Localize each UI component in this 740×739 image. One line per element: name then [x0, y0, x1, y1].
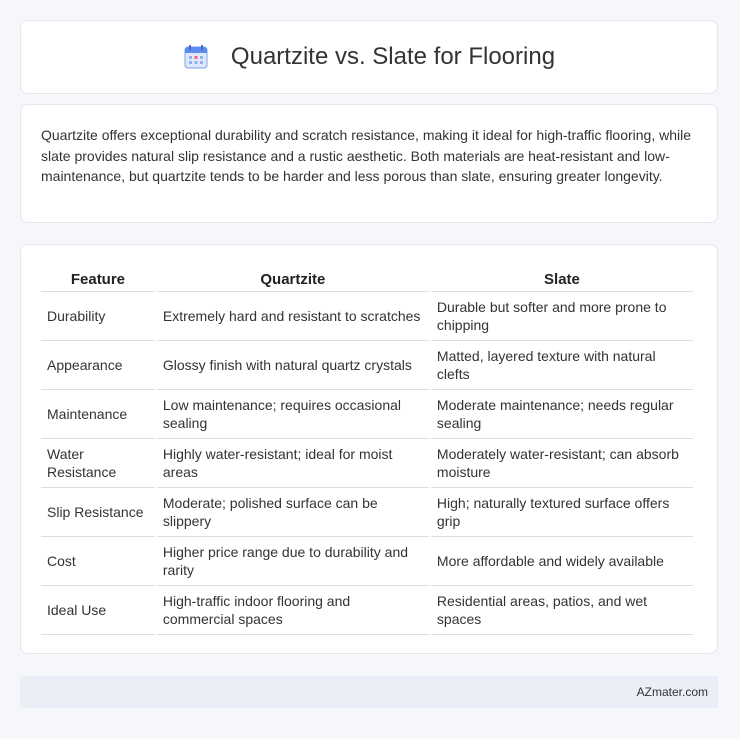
calendar-icon — [183, 44, 209, 70]
feature-cell: Appearance — [41, 341, 155, 390]
table-row — [41, 586, 693, 635]
feature-cell: Maintenance — [41, 390, 155, 439]
feature-cell: Ideal Use — [41, 586, 155, 635]
feature-cell: Durability — [41, 292, 155, 341]
quartzite-cell: Higher price range due to durability and rarity — [157, 537, 429, 586]
intro-paragraph: Quartzite offers exceptional durability and scratch resistance, making it ideal for high-traffic flooring, while slate provides natural slip resistance and a rustic aesthetic. Both materials are heat-resistant and low-maintenance, but quartzite tends to be harder and less porous than slate, ensuring greater longevity. — [41, 127, 692, 184]
page-title: Quartzite vs. Slate for Flooring — [230, 43, 556, 70]
quartzite-cell: Extremely hard and resistant to scratches — [157, 292, 429, 341]
quartzite-cell: Glossy finish with natural quartz crystals — [157, 341, 429, 390]
quartzite-cell: Highly water-resistant; ideal for moist areas — [157, 439, 429, 488]
comparison-table — [39, 265, 695, 635]
slate-cell: Durable but softer and more prone to chipping — [431, 292, 693, 341]
table-row — [41, 292, 693, 341]
table-row — [41, 488, 693, 537]
footer-bar — [20, 676, 718, 708]
comparison-table-card — [20, 244, 718, 654]
slate-cell: High; naturally textured surface offers grip — [431, 488, 693, 537]
feature-cell: Water Resistance — [41, 439, 155, 488]
quartzite-cell: High-traffic indoor flooring and commercial spaces — [157, 586, 429, 635]
feature-cell: Cost — [41, 537, 155, 586]
quartzite-cell: Low maintenance; requires occasional sealing — [157, 390, 429, 439]
slate-cell: Matted, layered texture with natural clefts — [431, 341, 693, 390]
column-header-feature: Feature — [41, 265, 155, 292]
feature-cell: Slip Resistance — [41, 488, 155, 537]
intro-card — [20, 104, 718, 223]
table-row — [41, 439, 693, 488]
footer-brand: AZmater.com — [636, 685, 708, 699]
table-header-row — [41, 265, 693, 292]
quartzite-cell: Moderate; polished surface can be slippery — [157, 488, 429, 537]
slate-cell: Moderately water-resistant; can absorb moisture — [431, 439, 693, 488]
slate-cell: Residential areas, patios, and wet spaces — [431, 586, 693, 635]
header-card — [20, 20, 718, 94]
table-row — [41, 537, 693, 586]
table-row — [41, 390, 693, 439]
table-row — [41, 341, 693, 390]
slate-cell: Moderate maintenance; needs regular sealing — [431, 390, 693, 439]
column-header-slate: Slate — [431, 265, 693, 292]
slate-cell: More affordable and widely available — [431, 537, 693, 586]
column-header-quartzite: Quartzite — [157, 265, 429, 292]
